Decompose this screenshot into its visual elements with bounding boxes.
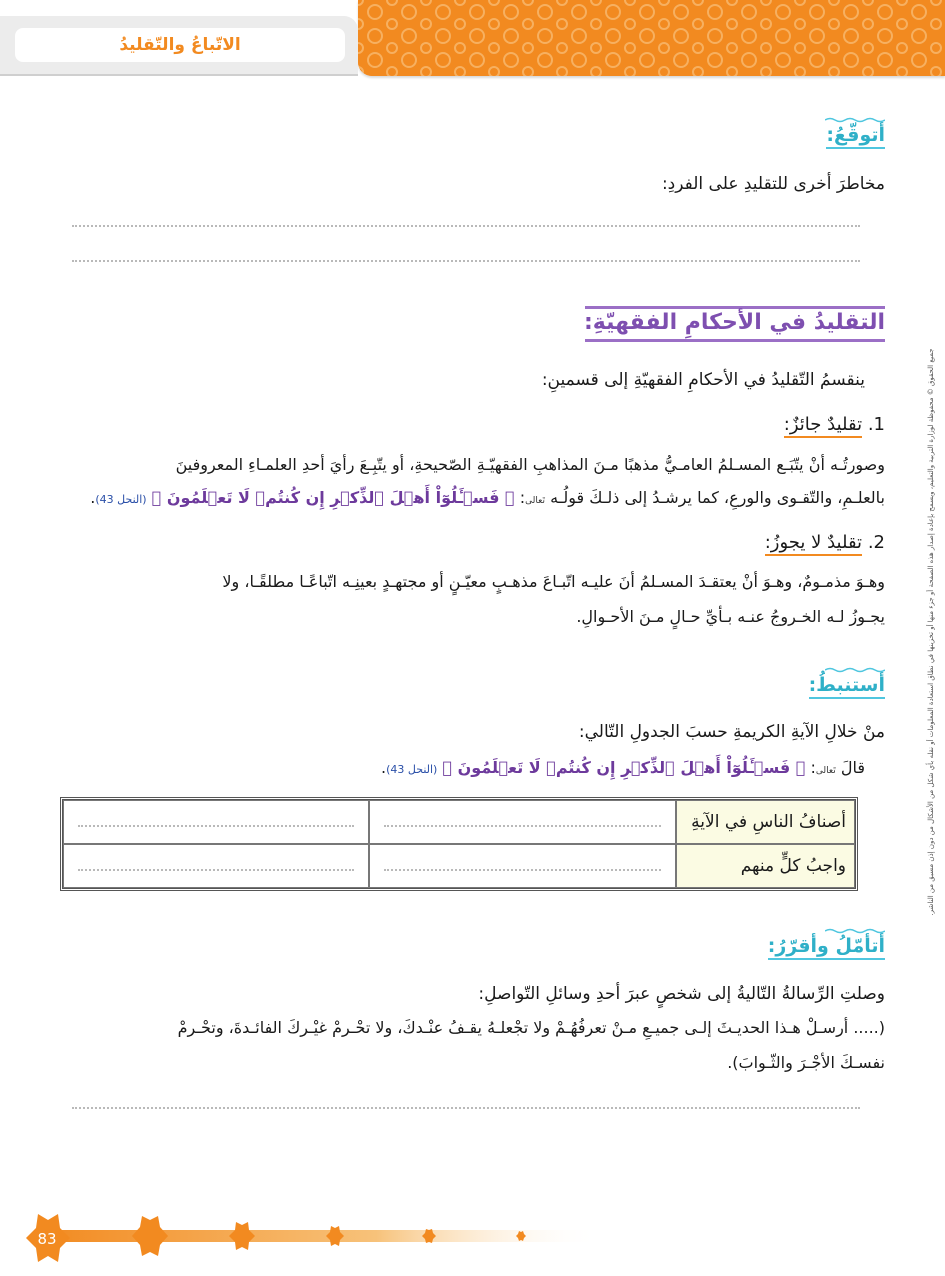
qaala-text: قالَ <box>840 758 865 777</box>
item2-title: تقليدٌ لا يجوزُ: <box>765 532 862 556</box>
wave-decoration <box>825 928 885 934</box>
verse-reference: (النحل 43) <box>95 493 147 506</box>
expect-text: مخاطرَ أخرى للتقليدِ على الفردِ: <box>661 174 885 194</box>
taala-mark: تَعالى <box>815 766 836 776</box>
reflect-heading <box>768 935 885 957</box>
item2-line1: وهـوَ مذمـومٌ، وهـوَ أنْ يعتقـدَ المسـلمُ أنَ عليـه اتّبـاعَ مذهـبٍ معيّـنٍ أو مجتهـدٍ بعينِـه اتّباعًـا مطلقًـا، ولا <box>222 572 885 591</box>
deduce-text: منْ خلالِ الآيةِ الكريمةِ حسبَ الجدولِ التّالي: <box>578 722 885 742</box>
item1-heading <box>784 414 885 435</box>
quran-verse: ﴿ فَسۡـَٔلُوٓاْ أَهۡلَ ٱلذِّكۡرِ إِن كُنتُمۡ لَا تَعۡلَمُونَ ﴾ <box>151 488 515 507</box>
deduce-verse-line: قالَ تَعالى: ﴿ فَسۡـَٔلُوٓاْ أَهۡلَ ٱلذِّكۡرِ إِن كُنتُمۡ لَا تَعۡلَمُونَ ﴾ (النحل 43). <box>381 758 865 777</box>
deduce-table <box>60 797 858 891</box>
reflect-message-line1: (..... أرسـلْ هـذا الحديـثَ إلـى جميـعِ مـنْ تعرفُهُـمْ ولا تجْعلـهُ يقـفُ عنْـدكَ، ولا تحْـرمْ غيْـركَ الفائـدةَ، وتحْـرمْ <box>177 1018 885 1037</box>
table-answer-cell[interactable] <box>369 844 676 888</box>
table-row-label: واجبُ كلٍّ منهم <box>676 844 855 888</box>
table-row-label: أصنافُ الناسِ في الآيةِ <box>676 800 855 844</box>
fiqh-intro: ينقسمُ التّقليدُ في الأحكامِ الفقهيّةِ إلى قسمينِ: <box>541 370 865 390</box>
wave-decoration <box>825 667 885 673</box>
expect-heading-text: أتوقّعُ: <box>826 124 885 146</box>
answer-line[interactable] <box>72 225 860 227</box>
table-answer-cell[interactable] <box>63 844 369 888</box>
wave-decoration <box>825 117 885 123</box>
verse-reference: (النحل 43) <box>386 763 438 776</box>
heading-underline <box>826 147 885 149</box>
deduce-heading-text: أستنبطُ: <box>808 674 885 696</box>
fiqh-heading <box>585 306 885 342</box>
heading-underline <box>768 958 885 960</box>
heading-bar-bottom <box>585 339 885 342</box>
expect-heading <box>826 124 885 146</box>
page-title: الاتّباعُ والتّقليدُ <box>15 28 345 62</box>
item1-line2: بالعلـمِ، والتّقـوى والورعِ، كما يرشـدُ إلى ذلـكَ قولُـه تَعالى: ﴿ فَسۡـَٔلُوٓاْ أَهۡلَ ٱلذِّكۡرِ إِن كُنتُمۡ لَا تَعۡلَمُونَ ﴾ (النحل 43). <box>90 488 885 507</box>
page-number: 83 <box>37 1230 57 1248</box>
copyright-text: جميع الحقوق © محفوظة لوزارة التربية والتعليم، ويسمح بإعادة إصدار هذه الصفحة أو جزء منها أو تخزينها في نطاق استعادة المعلومات أو نقله بأي شكل من الأشكال من دون إذن مسبق من الناشر. <box>927 348 935 916</box>
quran-verse: ﴿ فَسۡـَٔلُوٓاْ أَهۡلَ ٱلذِّكۡرِ إِن كُنتُمۡ لَا تَعۡلَمُونَ ﴾ <box>442 758 806 777</box>
reflect-message-line2: نفسـكَ الأجْـرَ والثّـوابَ). <box>727 1053 885 1072</box>
taala-mark: تَعالى <box>525 496 545 506</box>
header-pattern <box>358 0 945 76</box>
item1-line1: وصورتُـه أنْ يتّبَـع المسـلمُ العامـيُّ مذهبًا مـنَ المذاهبِ الفقهيّـةِ الصّحيحةِ، أو يتّبِـعَ رأيَ أحدِ العلمـاءِ المعروفينَ <box>175 455 885 474</box>
table-answer-cell[interactable] <box>63 800 369 844</box>
item1-number: 1. <box>867 414 885 435</box>
item2-number: 2. <box>867 532 885 553</box>
deduce-heading <box>809 674 885 696</box>
item2-line2: يجـوزُ لـه الخـروجُ عنـه بـأيِّ حـالٍ مـنَ الأحـوالِ. <box>576 607 885 626</box>
reflect-text: وصلتِ الرِّسالةُ التّاليةُ إلى شخصٍ عبرَ أحدِ وسائلِ التّواصلِ: <box>478 984 885 1004</box>
fiqh-heading-text: التقليدُ في الأحكامِ الفقهيّةِ: <box>584 310 885 335</box>
item1-line2-text: بالعلـمِ، والتّقـوى والورعِ، كما يرشـدُ إلى ذلـكَ قولُـه <box>550 488 885 507</box>
reflect-heading-text: أتأمّلُ وأقرّرُ: <box>767 935 885 957</box>
item1-title: تقليدٌ جائزٌ: <box>784 414 862 438</box>
item2-heading <box>765 532 885 553</box>
answer-line[interactable] <box>72 260 860 262</box>
heading-bar-top <box>585 306 885 309</box>
heading-underline <box>809 697 885 699</box>
footer-decoration <box>0 1200 945 1276</box>
copyright-note <box>921 294 941 970</box>
answer-line[interactable] <box>72 1107 860 1109</box>
table-answer-cell[interactable] <box>369 800 676 844</box>
header-banner <box>358 0 945 76</box>
